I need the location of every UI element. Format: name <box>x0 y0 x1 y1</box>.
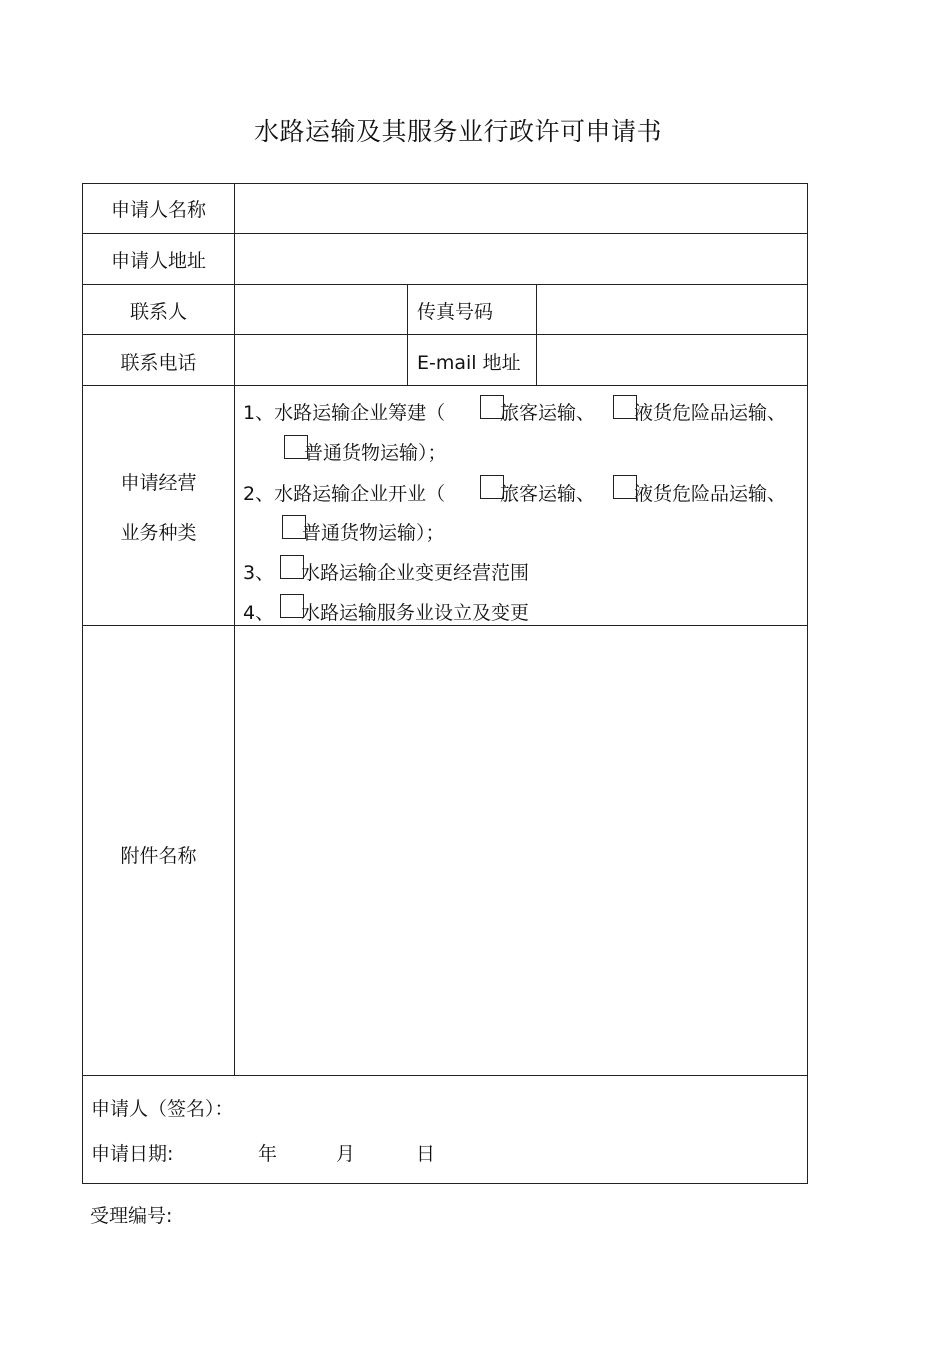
option1-passenger-label: 旅客运输、 <box>500 402 596 424</box>
row-divider <box>83 385 807 386</box>
option3-label: 水路运输企业变更经营范围 <box>301 562 530 584</box>
option2-prefix: 2、水路运输企业开业（ <box>243 483 446 505</box>
option4-prefix: 4、 <box>243 602 275 624</box>
column-divider <box>407 284 408 385</box>
applicant-address-field[interactable] <box>235 234 807 284</box>
page-title: 水路运输及其服务业行政许可申请书 <box>253 117 662 146</box>
date-year: 年 <box>258 1143 278 1165</box>
option1-prefix: 1、水路运输企业筹建（ <box>243 402 446 424</box>
date-month: 月 <box>336 1143 356 1165</box>
date-day: 日 <box>416 1143 436 1165</box>
applicant-name-label: 申请人名称 <box>110 199 206 221</box>
email-label: E-mail 地址 <box>417 352 521 374</box>
applicant-name-field[interactable] <box>235 184 807 233</box>
option1-general-label: 普通货物运输）； <box>304 442 447 464</box>
option1-hazardous-label: 液货危险品运输、 <box>634 402 787 424</box>
option2-hazardous-label: 液货危险品运输、 <box>634 483 787 505</box>
contact-person-label: 联系人 <box>129 301 187 323</box>
applicant-address-label: 申请人地址 <box>110 250 206 272</box>
contact-person-field[interactable] <box>235 285 407 334</box>
fax-field[interactable] <box>537 285 807 334</box>
row-divider <box>83 1075 807 1076</box>
attachments-label: 附件名称 <box>120 845 197 867</box>
attachments-field[interactable] <box>235 626 807 1075</box>
acceptance-number-label: 受理编号: <box>90 1205 173 1227</box>
option2-passenger-label: 旅客运输、 <box>500 483 596 505</box>
phone-field[interactable] <box>235 335 407 385</box>
application-form <box>82 183 808 1184</box>
phone-label: 联系电话 <box>120 352 197 374</box>
business-type-label-line2: 业务种类 <box>120 522 197 544</box>
date-label: 申请日期: <box>91 1143 174 1165</box>
option2-general-label: 普通货物运输）； <box>302 522 445 544</box>
option4-label: 水路运输服务业设立及变更 <box>301 602 530 624</box>
option3-prefix: 3、 <box>243 562 275 584</box>
fax-label: 传真号码 <box>417 301 494 323</box>
business-type-label-line1: 申请经营 <box>120 472 197 494</box>
signer-label: 申请人（签名）： <box>91 1098 234 1120</box>
email-field[interactable] <box>537 335 807 385</box>
